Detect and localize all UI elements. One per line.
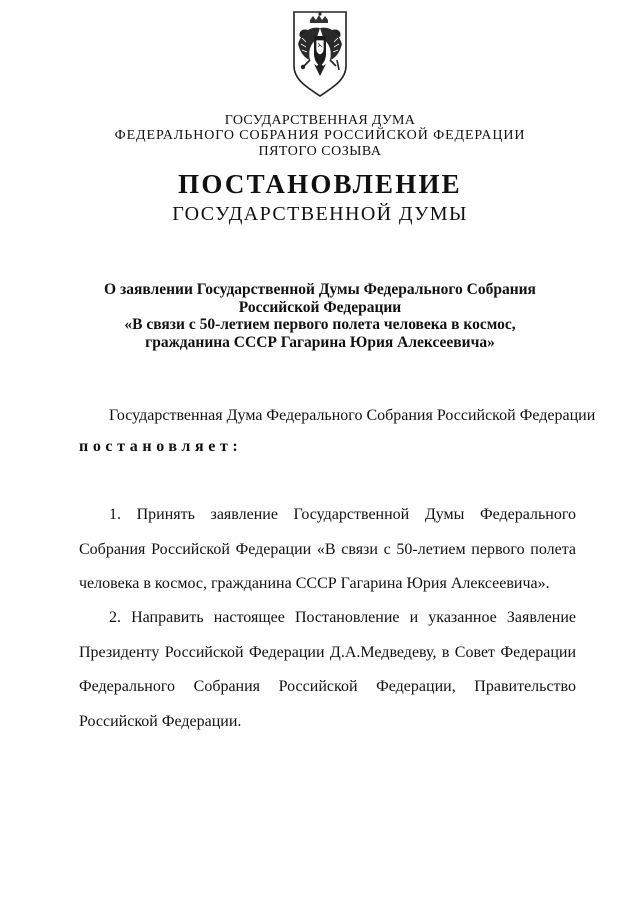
subject-line-2: Российской Федерации bbox=[238, 298, 402, 316]
subject-line-3: «В связи с 50-летием первого полета человека в космос, bbox=[124, 316, 516, 333]
document-issuer-title: ГОСУДАРСТВЕННОЙ ДУМЫ bbox=[172, 203, 468, 225]
org-name-line-1: ГОСУДАРСТВЕННАЯ ДУМА bbox=[224, 113, 416, 128]
convocation-line: ПЯТОГО СОЗЫВА bbox=[258, 144, 382, 159]
resolution-item-2: 2. Направить настоящее Постановление и указанное Заявление Президенту Российской Федерации Д.А.Медведеву, в Совет Федерации Федерального Собрания Российской Федерации, Правительство Российской Федерации. bbox=[79, 609, 576, 730]
document-subject bbox=[80, 281, 560, 351]
resolves-keyword: постановляет: bbox=[79, 438, 243, 455]
org-name-line-2: ФЕДЕРАЛЬНОГО СОБРАНИЯ РОССИЙСКОЙ ФЕДЕРАЦИИ bbox=[114, 128, 526, 143]
subject-line-1: О заявлении Государственной Думы Федерального Собрания bbox=[104, 281, 536, 298]
subject-line-4: гражданина СССР Гагарина Юрия Алексеевича» bbox=[145, 333, 495, 351]
document-type-title: ПОСТАНОВЛЕНИЕ bbox=[178, 169, 462, 199]
intro-paragraph: Государственная Дума Федерального Собрания Российской Федерации bbox=[109, 407, 596, 424]
coat-of-arms-icon bbox=[288, 8, 352, 100]
resolution-item-1: 1. Принять заявление Государственной Думы Федерального Собрания Российской Федерации «В связи с 50-летием первого полета человека в космос, гражданина СССР Гагарина Юрия Алексеевича». bbox=[79, 506, 576, 592]
